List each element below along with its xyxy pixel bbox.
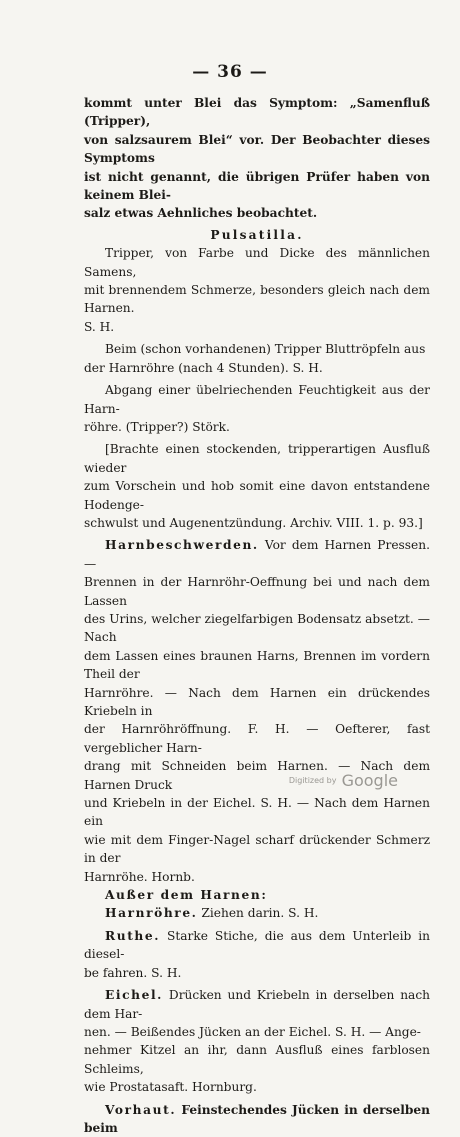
- text-run: Drücken und Kriebeln in derselben nach dem Har-: [84, 988, 430, 1021]
- text-line: und Kriebeln in der Eichel. S. H. — Nach dem Harnen ein: [84, 796, 430, 829]
- text-line: Harnröhre. — Nach dem Harnen ein drückendes Kriebeln in: [84, 685, 430, 718]
- text-run: Feinstechendes Jücken in derselben beim: [84, 1102, 430, 1135]
- term-vorhaut: Vorhaut.: [105, 1102, 177, 1117]
- text-run: Starke Stiche, die aus dem Unterleib in diesel-: [84, 928, 430, 962]
- text-line: drang mit Schneiden beim Harnen. — Nach dem Harnen Druck: [84, 759, 430, 792]
- term-harnroehre: Harnröhre.: [105, 906, 198, 921]
- text-line: [84, 904, 430, 922]
- digitized-watermark: [289, 770, 398, 790]
- text-line: mit brennendem Schmerze, besonders gleich nach dem Harnen.: [84, 283, 430, 316]
- term-ruthe: Ruthe.: [105, 928, 161, 943]
- text-line: [84, 1101, 430, 1137]
- page-number: — 36 —: [192, 62, 268, 82]
- text-line: dem Lassen eines braunen Harns, Brennen im vordern Theil der: [84, 648, 430, 682]
- subheading: Außer dem Harnen:: [105, 888, 268, 903]
- text-line: der Harnröhröffnung. F. H. — Oefterer, fast vergeblicher Harn-: [84, 722, 430, 755]
- text-line: zum Vorschein und hob somit eine davon entstandene Hodenge-: [84, 479, 430, 512]
- text-line: wie Prostatasaft. Hornburg.: [84, 1080, 257, 1095]
- text-line: der Harnröhre (nach 4 Stunden). S. H.: [84, 360, 323, 375]
- digitized-by-label: Digitized by: [288, 776, 337, 785]
- text-line: röhre. (Tripper?) Störk.: [84, 419, 230, 434]
- text-line: Tripper, von Farbe und Dicke des männlichen Samens,: [84, 246, 430, 279]
- text-line: Harnröhe. Hornb.: [84, 869, 195, 884]
- google-logo-text: Google: [341, 771, 398, 790]
- text-line: kommt unter Blei das Symptom: „Samenfluß (Tripper),: [84, 96, 430, 129]
- text-line: nen. — Beißendes Jücken an der Eichel. S. H. — Ange-: [84, 1024, 421, 1039]
- text-line: salz etwas Aehnliches beobachtet.: [84, 206, 318, 221]
- text-line: Beim (schon vorhandenen) Tripper Bluttröpfeln aus: [105, 342, 426, 357]
- text-line: [84, 536, 430, 573]
- text-run: Ziehen darin. S. H.: [197, 906, 319, 921]
- text-line: be fahren. S. H.: [84, 965, 182, 980]
- text-line: [Brachte einen stockenden, tripperartigen Ausfluß wieder: [84, 442, 430, 475]
- text-line: [84, 986, 430, 1023]
- section-heading: Pulsatilla.: [210, 227, 304, 242]
- term-harnbeschwerden: Harnbeschwerden.: [105, 538, 259, 553]
- text-line: des Urins, welcher ziegelfarbigen Bodensatz absetzt. — Nach: [84, 611, 430, 645]
- text-line: ist nicht genannt, die übrigen Prüfer haben von keinem Blei-: [84, 169, 430, 203]
- text-line: nehmer Kitzel an ihr, dann Ausfluß eines farblosen Schleims,: [84, 1043, 430, 1076]
- text-line: Brennen in der Harnröhr-Oeffnung bei und nach dem Lassen: [84, 575, 430, 608]
- text-line: Abgang einer übelriechenden Feuchtigkeit aus der Harn-: [84, 383, 430, 416]
- text-line: wie mit dem Finger-Nagel scharf drückender Schmerz in der: [84, 832, 430, 866]
- text-run: Vor dem Harnen Pressen. —: [84, 538, 430, 571]
- text-line: schwulst und Augenentzündung. Archiv. VIII. 1. p. 93.]: [84, 515, 423, 530]
- text-line: S. H.: [84, 319, 115, 334]
- text-line: [84, 927, 430, 964]
- term-eichel: Eichel.: [105, 988, 164, 1003]
- page-body: [84, 94, 430, 1137]
- text-line: von salzsaurem Blei“ vor. Der Beobachter dieses Symptoms: [84, 132, 430, 166]
